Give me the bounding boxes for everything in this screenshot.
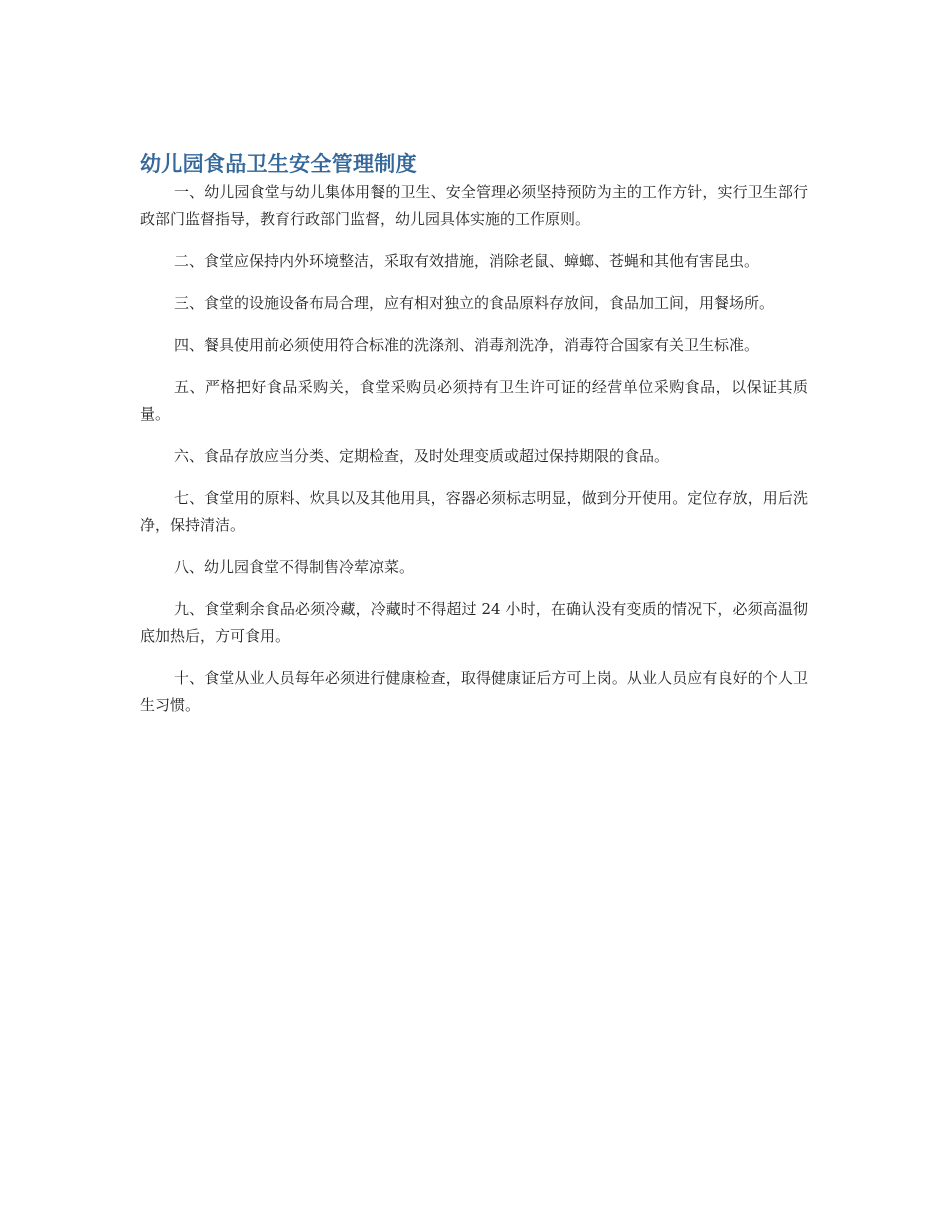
paragraph-9: 九、食堂剩余食品必须冷藏，冷藏时不得超过 24 小时，在确认没有变质的情况下，必须高温彻底加热后，方可食用。 xyxy=(140,600,808,645)
paragraph-1: 一、幼儿园食堂与幼儿集体用餐的卫生、安全管理必须坚持预防为主的工作方针，实行卫生部行政部门监督指导，教育行政部门监督，幼儿园具体实施的工作原则。 xyxy=(140,183,808,228)
paragraph-8: 八、幼儿园食堂不得制售冷荤凉菜。 xyxy=(174,558,415,576)
paragraph-2: 二、食堂应保持内外环境整洁，采取有效措施，消除老鼠、蟑螂、苍蝇和其他有害昆虫。 xyxy=(174,252,760,270)
paragraph-4: 四、餐具使用前必须使用符合标准的洗涤剂、消毒剂洗净，消毒符合国家有关卫生标准。 xyxy=(174,336,760,354)
paragraph-7: 七、食堂用的原料、炊具以及其他用具，容器必须标志明显，做到分开使用。定位存放，用后洗净，保持清洁。 xyxy=(140,489,808,534)
paragraph-3: 三、食堂的设施设备布局合理，应有相对独立的食品原料存放间，食品加工间，用餐场所。 xyxy=(174,294,775,312)
paragraph-10: 十、食堂从业人员每年必须进行健康检查，取得健康证后方可上岗。从业人员应有良好的个人卫生习惯。 xyxy=(140,669,808,714)
paragraph-5: 五、严格把好食品采购关，食堂采购员必须持有卫生许可证的经营单位采购食品，以保证其质量。 xyxy=(140,378,808,423)
document-title: 幼儿园食品卫生安全管理制度 xyxy=(140,152,417,176)
document-body xyxy=(140,146,808,734)
paragraph-6: 六、食品存放应当分类、定期检查，及时处理变质或超过保持期限的食品。 xyxy=(174,447,670,465)
